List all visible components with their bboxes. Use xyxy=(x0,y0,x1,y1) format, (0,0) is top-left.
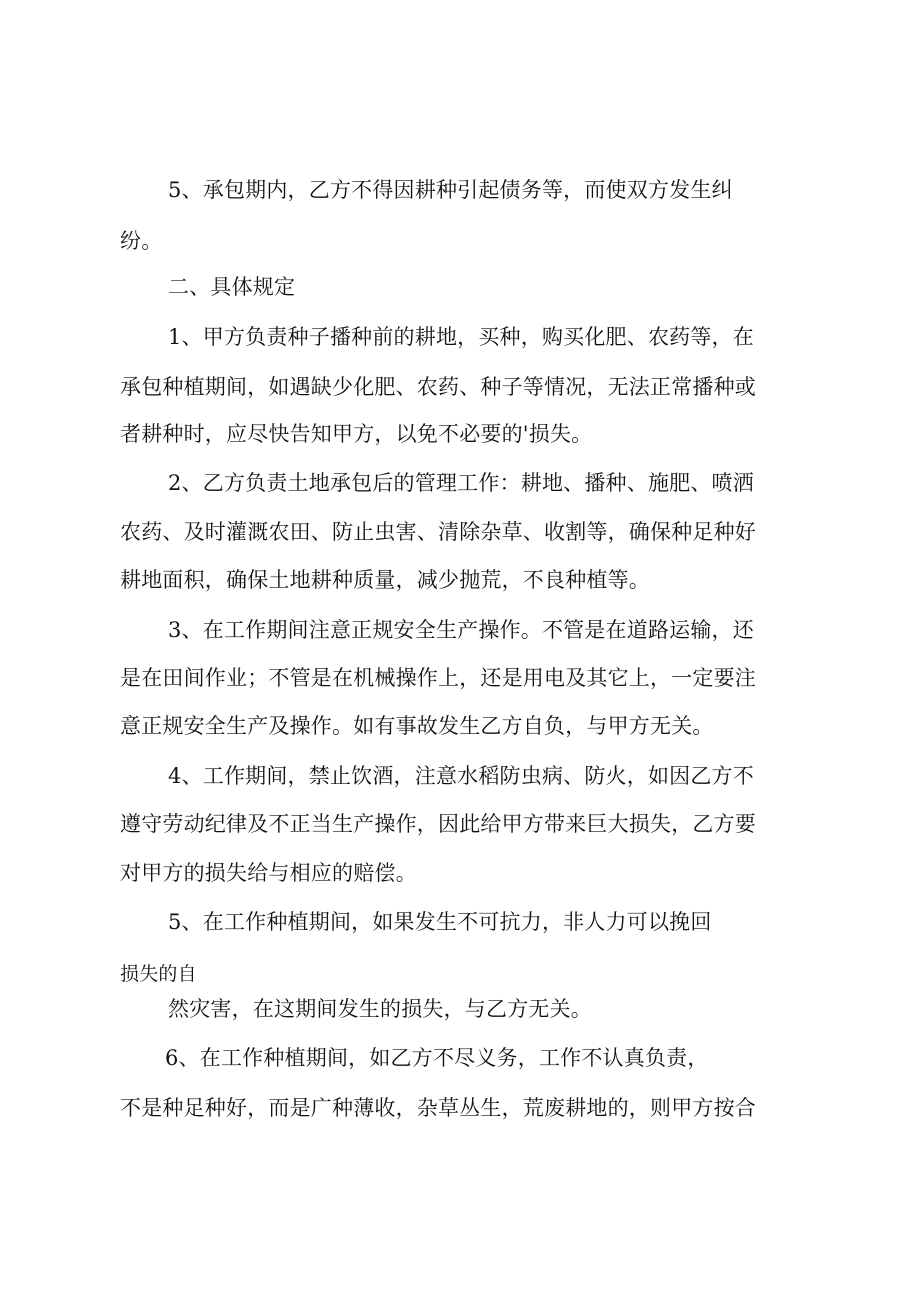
text-line: 3、在工作期间注意正规安全生产操作。不管是在道路运输，还 xyxy=(168,618,754,642)
text-line: 对甲方的损失给与相应的赔偿。 xyxy=(120,861,417,885)
text-line: 不是种足种好，而是广种薄收，杂草丛生，荒废耕地的，则甲方按合 xyxy=(120,1096,756,1120)
text-line: 4、工作期间，禁止饮酒，注意水稻防虫病、防火，如因乙方不 xyxy=(168,764,754,788)
text-line: 损失的自 xyxy=(120,963,197,985)
text-line: 1、甲方负责种子播种前的耕地，买种，购买化肥、农药等，在 xyxy=(168,325,754,349)
text-line: 纷。 xyxy=(120,229,163,253)
text-line: 是在田间作业；不管是在机械操作上，还是用电及其它上，一定要注 xyxy=(120,666,756,690)
text-line: 者耕种时，应尽快告知甲方，以免不必要的'损失。 xyxy=(120,422,593,446)
text-line: 2、乙方负责土地承包后的管理工作：耕地、播种、施肥、喷洒 xyxy=(168,471,754,495)
text-line: 然灾害，在这期间发生的损失，与乙方无关。 xyxy=(168,997,592,1021)
text-line: 耕地面积，确保土地耕种质量，减少抛荒，不良种植等。 xyxy=(120,568,650,592)
text-line: 5、在工作种植期间，如果发生不可抗力，非人力可以挽回 xyxy=(168,910,712,934)
text-line: 意正规安全生产及操作。如有事故发生乙方自负，与甲方无关。 xyxy=(120,714,714,738)
section-heading: 二、具体规定 xyxy=(168,275,296,299)
text-line: 农药、及时灌溉农田、防止虫害、清除杂草、收割等，确保种足种好 xyxy=(120,520,756,544)
text-line: 6、在工作种植期间，如乙方不尽义务，工作不认真负责， xyxy=(165,1046,709,1070)
text-line: 承包种植期间，如遇缺少化肥、农药、种子等情况，无法正常播种或 xyxy=(120,375,756,399)
text-line: 5、承包期内，乙方不得因耕种引起债务等，而使双方发生纠 xyxy=(168,178,733,202)
text-line: 遵守劳动纪律及不正当生产操作，因此给甲方带来巨大损失，乙方要 xyxy=(120,812,756,836)
